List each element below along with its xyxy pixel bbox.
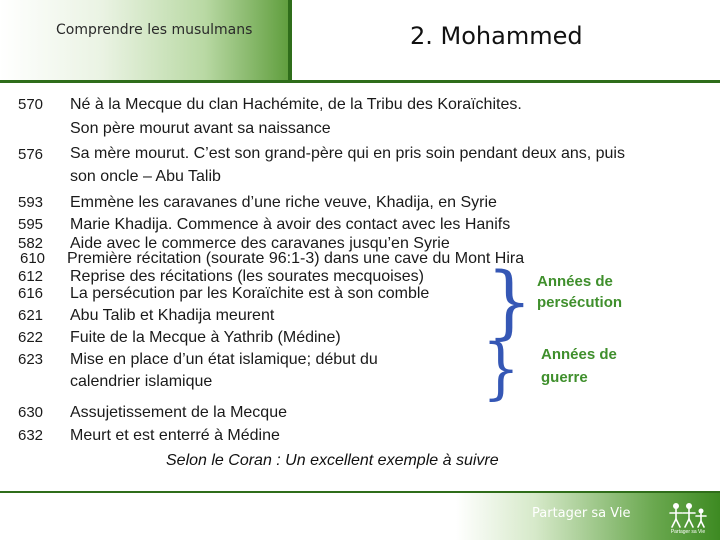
timeline-year: 610: [20, 250, 46, 267]
series-title: Comprendre les musulmans: [56, 22, 253, 38]
timeline-event: Mise en place d’un état islamique; début du: [70, 351, 378, 368]
timeline-year: 595: [18, 216, 44, 233]
timeline-year: 632: [18, 427, 44, 444]
timeline-event: Emmène les caravanes d’une riche veuve, Khadija, en Syrie: [70, 194, 497, 211]
timeline-year: 616: [18, 285, 44, 302]
timeline-year: 623: [18, 351, 44, 368]
timeline-year: 622: [18, 329, 44, 346]
timeline-year: 570: [18, 96, 44, 113]
timeline-year: 593: [18, 194, 44, 211]
timeline-event: Sa mère mourut. C’est son grand-père qui en pris soin pendant deux ans, puis: [70, 145, 625, 162]
timeline-event: Meurt et est enterré à Médine: [70, 427, 280, 444]
timeline-event: Marie Khadija. Commence à avoir des contact avec les Hanifs: [70, 216, 511, 233]
timeline-year: 576: [18, 146, 44, 163]
timeline-year: 630: [18, 404, 44, 421]
timeline-event: Aide avec le commerce des caravanes jusqu’en Syrie: [70, 235, 450, 252]
quote: Selon le Coran : Un excellent exemple à suivre: [166, 452, 499, 469]
page-title: 2. Mohammed: [410, 22, 583, 50]
persecution-label-line1: Années de: [537, 273, 613, 290]
timeline-event: Première récitation (sourate 96:1-3) dans une cave du Mont Hira: [67, 250, 525, 267]
people-figures-logo: [668, 502, 708, 536]
persecution-label-line2: persécution: [537, 294, 623, 311]
timeline-event: Né à la Mecque du clan Hachémite, de la Tribu des Koraïchites.: [70, 96, 522, 113]
timeline-event: Abu Talib et Khadija meurent: [70, 307, 275, 324]
timeline-event: calendrier islamique: [70, 373, 213, 390]
timeline-event: Son père mourut avant sa naissance: [70, 120, 331, 137]
war-label-line2: guerre: [541, 369, 588, 386]
people-figures-icon: [668, 502, 708, 530]
timeline-event: Reprise des récitations (les sourates mecquoises): [70, 268, 424, 285]
curly-brace-icon: }: [486, 255, 533, 348]
timeline-event: son oncle – Abu Talib: [70, 168, 221, 185]
war-label-line1: Années de: [541, 346, 617, 363]
footer-text: Partager sa Vie: [532, 506, 631, 521]
timeline-year: 612: [18, 268, 44, 285]
footer-banner: [456, 493, 720, 540]
timeline-event: Assujetissement de la Mecque: [70, 404, 287, 421]
curly-brace-icon: }: [482, 330, 520, 407]
timeline-event: Fuite de la Mecque à Yathrib (Médine): [70, 329, 341, 346]
timeline-event: La persécution par les Koraïchite est à son comble: [70, 285, 430, 302]
timeline-year: 582: [18, 235, 44, 252]
logo-caption: Partager sa Vie: [670, 529, 706, 535]
timeline-year: 621: [18, 307, 44, 324]
